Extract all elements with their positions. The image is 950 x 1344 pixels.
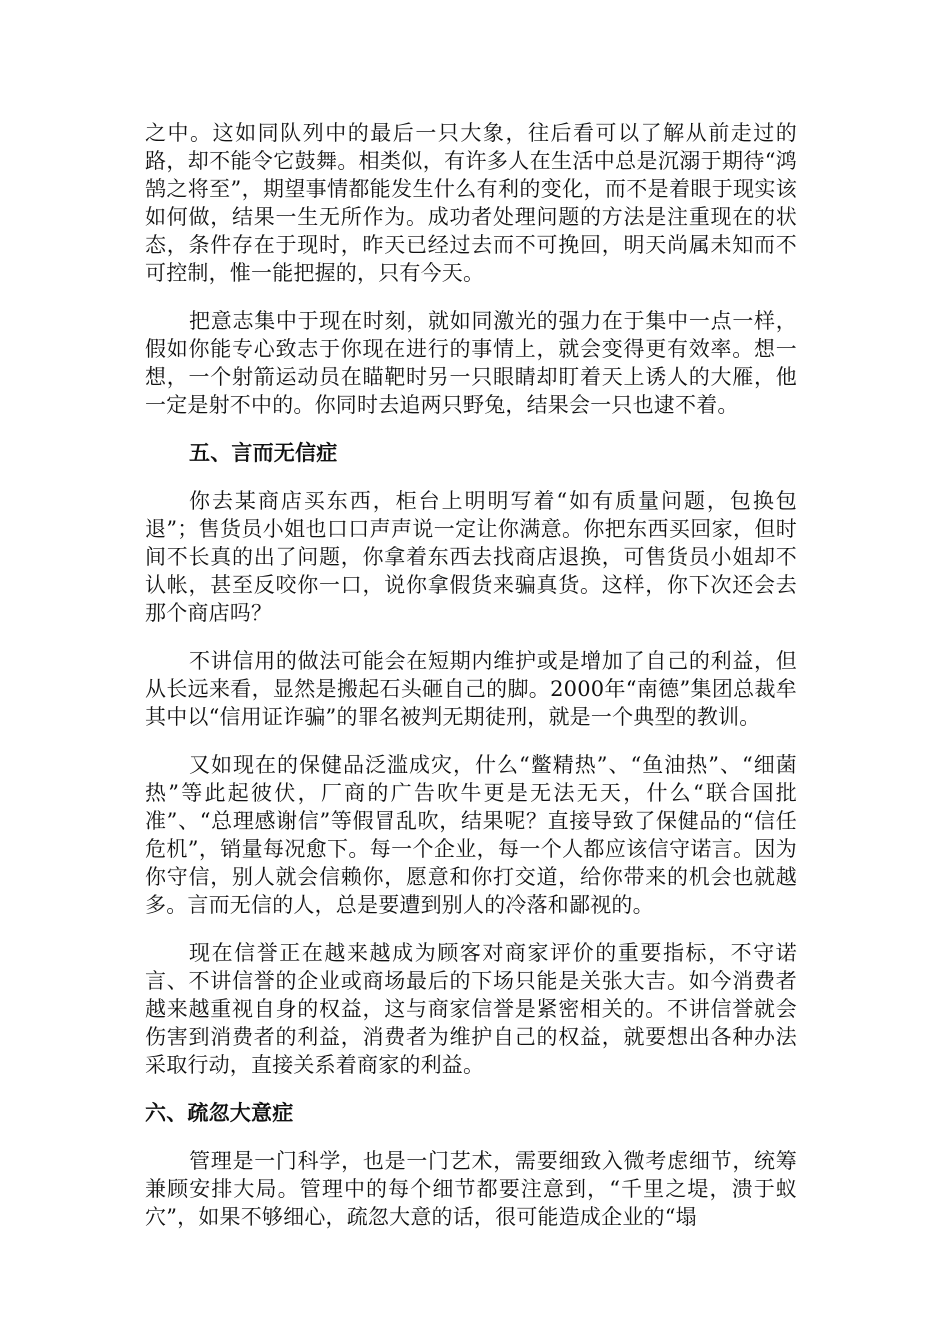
paragraph-focus-present: 把意志集中于现在时刻，就如同激光的强力在于集中一点一样，假如你能专心致志于你现在进行的事情上，就会变得更有效率。想一想，一个射箭运动员在瞄靶时另一只眼睛却盯着天上诱人的大雁，他一定是射不中的。你同时去追两只野兔，结果会一只也逮不着。	[145, 309, 797, 417]
document-body	[145, 119, 797, 1231]
paragraph-store-example: 你去某商店买东西，柜台上明明写着“如有质量问题，包换包退”；售货员小姐也口口声声说一定让你满意。你把东西买回家，但时间不长真的出了问题，你拿着东西去找商店退换，可售货员小姐却不认帐，甚至反咬你一口，说你拿假货来骗真货。这样，你下次还会去那个商店吗？	[145, 489, 797, 625]
paragraph-health-products: 又如现在的保健品泛滥成灾，什么“鳖精热”、“鱼油热”、“细菌热”等此起彼伏，厂商的广告吹牛更是无法无天，什么“联合国批准”、“总理感谢信”等假冒乱吹，结果呢？直接导致了保健品的“信任危机”，销量每况愈下。每一个企业，每一个人都应该信守诺言。因为你守信，别人就会信赖你，愿意和你打交道，给你带来的机会也就越多。言而无信的人，总是要遭到别人的冷落和鄙视的。	[145, 753, 797, 917]
section-heading-6: 六、疏忽大意症	[145, 1101, 294, 1125]
paragraph-reputation: 现在信誉正在越来越成为顾客对商家评价的重要指标，不守诺言、不讲信誉的企业或商场最后的下场只能是关张大吉。如今消费者越来越重视自身的权益，这与商家信誉是紧密相关的。不讲信誉就会伤害到消费者的利益，消费者为维护自己的权益，就要想出各种办法采取行动，直接关系着商家的利益。	[145, 941, 797, 1077]
paragraph-management: 管理是一门科学，也是一门艺术，需要细致入微考虑细节，统筹兼顾安排大局。管理中的每个细节都要注意到，“千里之堤，溃于蚁穴”，如果不够细心，疏忽大意的话，很可能造成企业的“塌	[145, 1149, 797, 1229]
paragraph-credit-lesson: 不讲信用的做法可能会在短期内维护或是增加了自己的利益，但从长远来看，显然是搬起石头砸自己的脚。2000年“南德”集团总裁牟其中以“信用证诈骗”的罪名被判无期徒刑，就是一个典型的教训。	[145, 649, 797, 729]
paragraph-continuation: 之中。这如同队列中的最后一只大象，往后看可以了解从前走过的路，却不能令它鼓舞。相类似，有许多人在生活中总是沉溺于期待“鸿鹄之将至”，期望事情都能发生什么有利的变化，而不是着眼于现实该如何做，结果一生无所作为。成功者处理问题的方法是注重现在的状态，条件存在于现时，昨天已经过去而不可挽回，明天尚属未知而不可控制，惟一能把握的，只有今天。	[145, 121, 797, 285]
section-heading-5: 五、言而无信症	[189, 441, 338, 465]
